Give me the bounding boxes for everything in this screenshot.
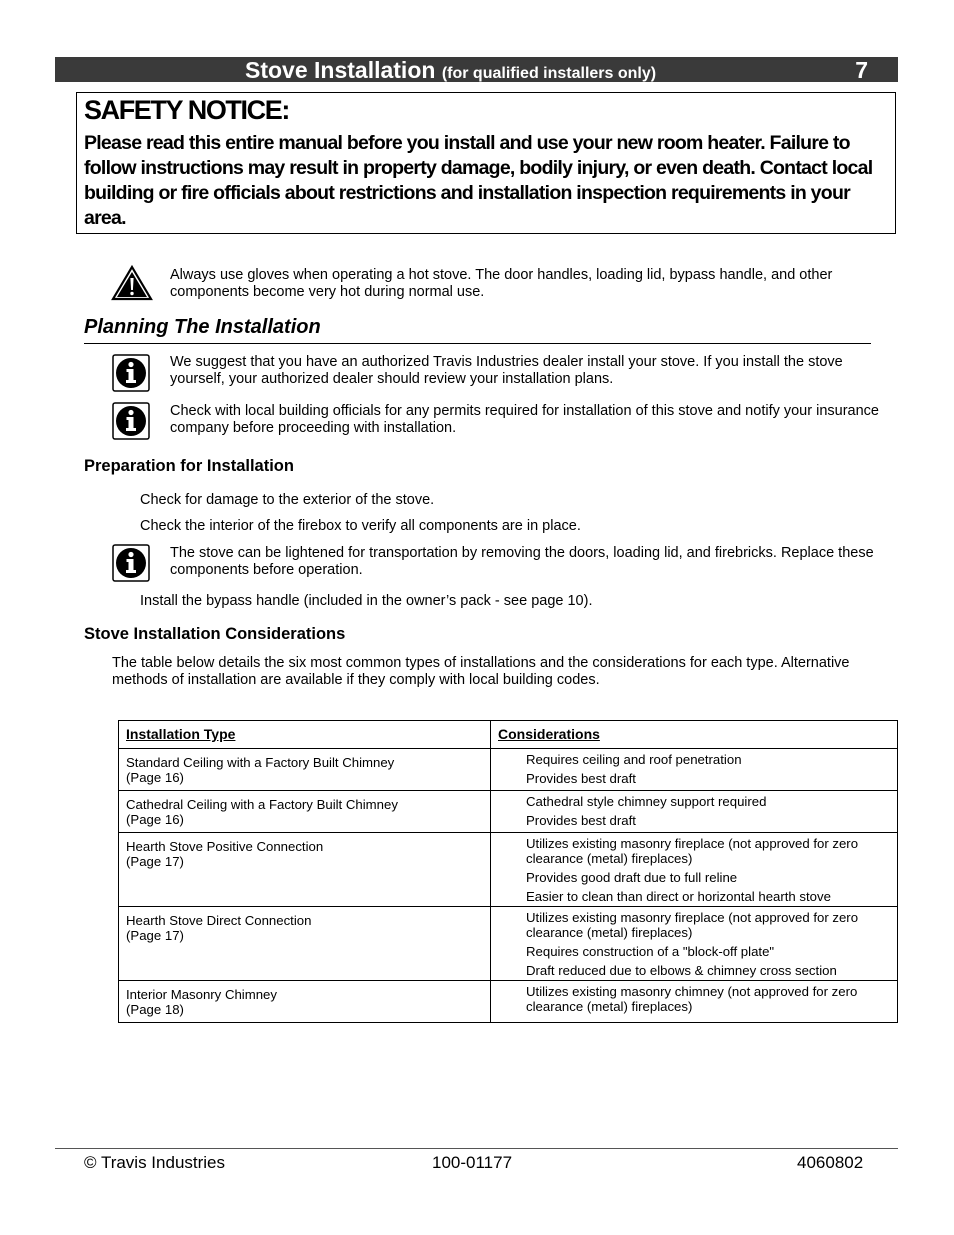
planning-note-2: Check with local building officials for any permits required for installation of this stove and notify your insurance company before proceeding with installation. (170, 403, 879, 436)
consideration-item: Requires construction of a "block-off plate" (526, 944, 775, 959)
considerations-cell (491, 833, 898, 907)
installation-type-cell (119, 981, 491, 1023)
installation-type-name: Cathedral Ceiling with a Factory Built Chimney (126, 797, 398, 812)
installation-types-table (118, 720, 898, 1023)
page-number: 7 (855, 57, 868, 83)
consideration-item: Utilizes existing masonry chimney (not approved for zero clearance (metal) fireplaces) (526, 984, 858, 1014)
footer-doc-number: 4060802 (797, 1153, 864, 1172)
installation-type-cell (119, 907, 491, 981)
footer-part-number: 100-01177 (432, 1153, 513, 1172)
planning-note-1: We suggest that you have an authorized Travis Industries dealer install your stove. If you install the stove yourself, your authorized dealer should review your installation plans. (170, 354, 843, 387)
table-row (119, 791, 898, 833)
installation-type-name: Hearth Stove Positive Connection (126, 839, 324, 854)
footer-copyright: © Travis Industries (84, 1153, 226, 1172)
consideration-item: Draft reduced due to elbows & chimney cross section (526, 963, 837, 978)
table-row (119, 749, 898, 791)
installation-type-name: Interior Masonry Chimney (126, 987, 277, 1002)
header-title-text: Stove Installation (245, 57, 436, 83)
installation-type-page: (Page 16) (126, 770, 184, 785)
safety-notice-box (76, 92, 896, 234)
considerations-cell (491, 907, 898, 981)
info-icon (112, 354, 150, 392)
footer-divider (55, 1148, 898, 1149)
consideration-item: Provides good draft due to full reline (526, 870, 738, 885)
installation-type-cell (119, 833, 491, 907)
subheading-preparation: Preparation for Installation (84, 457, 294, 475)
table-row (119, 981, 898, 1023)
safety-notice-text: Please read this entire manual before you install and use your new room heater. Failure to follow instructions may result in property damage, bodily injury, or even death. Contact local building or fire officials about restrictions and installation inspection requirements in your area. (84, 132, 873, 229)
considerations-cell (491, 749, 898, 791)
table-header-row (119, 721, 898, 749)
preparation-note: The stove can be lightened for transportation by removing the doors, loading lid, and firebricks. Replace these components before operation. (170, 545, 874, 578)
warning-text: Always use gloves when operating a hot stove. The door handles, loading lid, bypass handle, and other components become very hot during normal use. (170, 267, 833, 300)
safety-notice-title: SAFETY NOTICE: (84, 95, 289, 125)
consideration-item: Utilizes existing masonry fireplace (not approved for zero clearance (metal) fireplaces) (526, 910, 859, 940)
installation-type-cell (119, 749, 491, 791)
consideration-item: Cathedral style chimney support required (526, 794, 767, 809)
page-header-bar (55, 57, 898, 82)
installation-type-name: Hearth Stove Direct Connection (126, 913, 312, 928)
header-subtitle: (for qualified installers only) (441, 65, 657, 82)
installation-type-page: (Page 18) (126, 1002, 184, 1017)
warning-triangle-icon (111, 265, 153, 301)
consideration-item: Requires ceiling and roof penetration (526, 752, 742, 767)
section-divider (84, 343, 871, 344)
header-title (245, 57, 656, 82)
consideration-item: Easier to clean than direct or horizontal hearth stove (526, 889, 831, 904)
installation-type-page: (Page 17) (126, 928, 184, 943)
table-header-cell (491, 721, 898, 749)
consideration-item: Utilizes existing masonry fireplace (not approved for zero clearance (metal) fireplaces) (526, 836, 859, 866)
table-header-cell (119, 721, 491, 749)
header-installation-type: Installation Type (126, 726, 236, 742)
info-icon (112, 402, 150, 440)
header-considerations: Considerations (498, 726, 600, 742)
preparation-step-3: Install the bypass handle (included in the owner’s pack - see page 10). (140, 593, 593, 609)
table-row (119, 907, 898, 981)
section-title-planning: Planning The Installation (84, 316, 321, 338)
preparation-step-2: Check the interior of the firebox to verify all components are in place. (140, 518, 581, 534)
info-icon (112, 544, 150, 582)
installation-type-page: (Page 17) (126, 854, 184, 869)
subheading-considerations: Stove Installation Considerations (84, 625, 346, 643)
installation-type-page: (Page 16) (126, 812, 184, 827)
considerations-intro: The table below details the six most common types of installations and the considerations for each type. Alternative methods of installation are available if they comply with local building codes. (112, 655, 850, 688)
preparation-step-1: Check for damage to the exterior of the stove. (140, 492, 435, 508)
installation-type-name: Standard Ceiling with a Factory Built Chimney (126, 755, 395, 770)
considerations-cell (491, 791, 898, 833)
installation-type-cell (119, 791, 491, 833)
consideration-item: Provides best draft (526, 813, 636, 828)
considerations-cell (491, 981, 898, 1023)
table-row (119, 833, 898, 907)
consideration-item: Provides best draft (526, 771, 636, 786)
